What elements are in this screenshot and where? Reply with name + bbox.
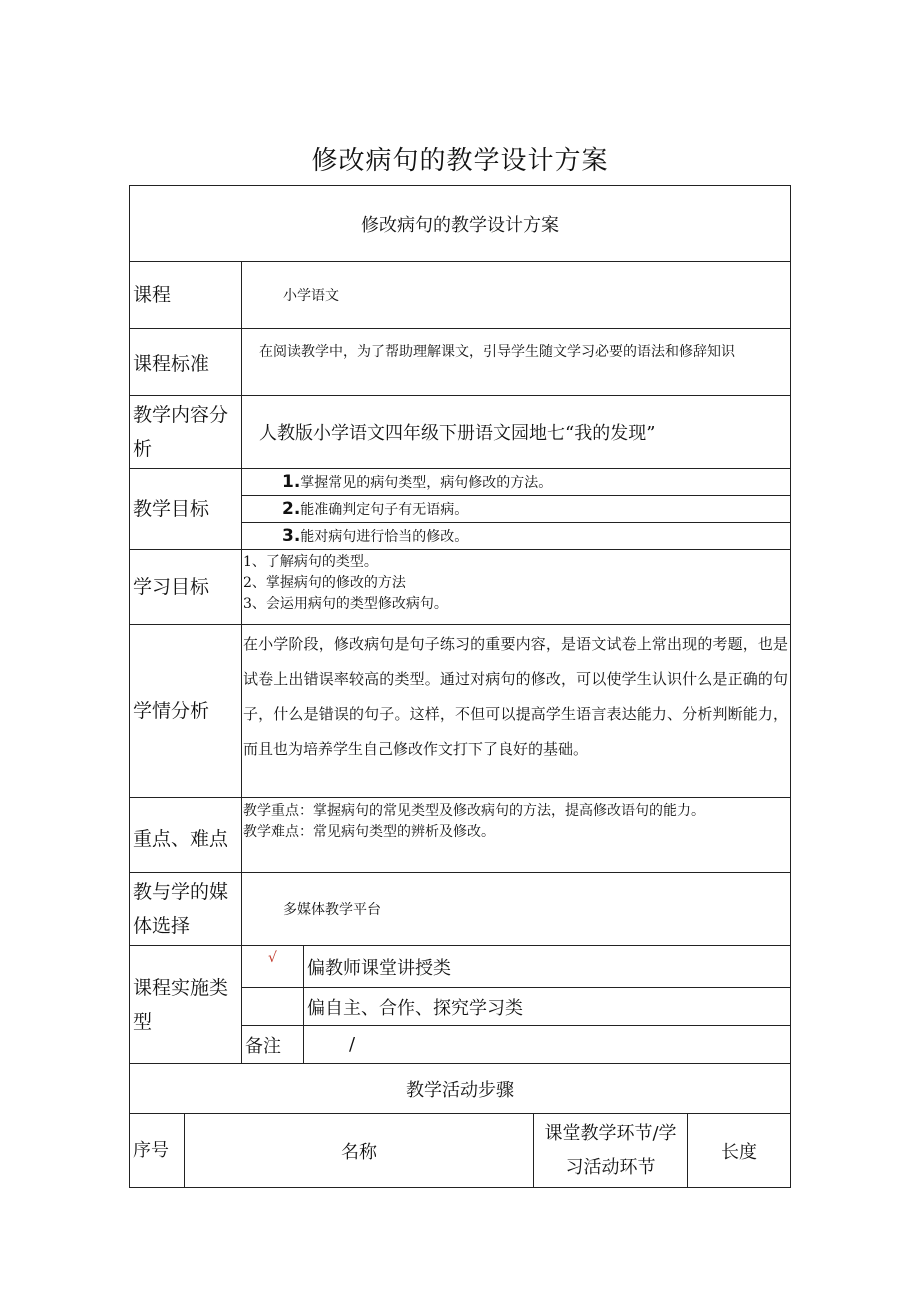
course-row (130, 262, 791, 329)
content-value: 人教版小学语文四年级下册语文园地七“我的发现” (242, 396, 791, 469)
key-content (242, 798, 791, 873)
learning-item: 2、掌握病句的修改的方法 (243, 575, 406, 591)
key-difficulty: 教学难点：常见病句类型的辨析及修改。 (243, 824, 495, 840)
learning-items (242, 550, 791, 625)
check-box (242, 988, 304, 1026)
table-header-row (130, 186, 791, 262)
learning-item: 3、会运用病句的类型修改病句。 (243, 596, 448, 612)
page-title: 修改病句的教学设计方案 (311, 146, 609, 176)
col-index: 序号 (130, 1114, 185, 1188)
course-label: 课程 (130, 262, 242, 329)
media-label: 教与学的媒体选择 (130, 873, 242, 946)
goal-item: 3.能对病句进行恰当的修改。 (242, 523, 791, 550)
note-label: 备注 (242, 1026, 304, 1064)
learning-row (130, 550, 791, 625)
check-mark: √ (242, 946, 304, 988)
key-point: 教学重点：掌握病句的常见类型及修改病句的方法，提高修改语句的能力。 (243, 803, 705, 819)
analysis-label: 学情分析 (130, 625, 242, 798)
goals-label: 教学目标 (130, 469, 242, 550)
media-value: 多媒体教学平台 (242, 873, 791, 946)
key-label: 重点、难点 (130, 798, 242, 873)
key-row (130, 798, 791, 873)
standard-row (130, 329, 791, 396)
type-row-1 (130, 946, 791, 988)
col-stage: 课堂教学环节/学习活动环节 (534, 1114, 688, 1188)
learning-label: 学习目标 (130, 550, 242, 625)
goal-item: 1.掌握常见的病句类型，病句修改的方法。 (242, 469, 791, 496)
goal-item: 2.能准确判定句子有无语病。 (242, 496, 791, 523)
steps-title: 教学活动步骤 (130, 1064, 791, 1114)
analysis-text: 在小学阶段，修改病句是句子练习的重要内容，是语文试卷上常出现的考题，也是试卷上出错误率较高的类型。通过对病句的修改，可以使学生认识什么是正确的句子，什么是错误的句子。这样，不但可以提高学生语言表达能力、分析判断能力，而且也为培养学生自己修改作文打下了良好的基础。 (242, 625, 791, 798)
steps-title-row (130, 1064, 791, 1114)
lesson-plan-table (129, 185, 791, 1188)
note-value: / (304, 1026, 791, 1064)
type-option: 偏教师课堂讲授类 (304, 946, 791, 988)
standard-label: 课程标准 (130, 329, 242, 396)
steps-header-row (130, 1114, 791, 1188)
table-header: 修改病句的教学设计方案 (130, 186, 791, 262)
learning-item: 1、了解病句的类型。 (243, 554, 378, 570)
standard-value: 在阅读教学中，为了帮助理解课文，引导学生随文学习必要的语法和修辞知识 (242, 329, 791, 396)
col-length: 长度 (688, 1114, 791, 1188)
content-row (130, 396, 791, 469)
type-option: 偏自主、合作、探究学习类 (304, 988, 791, 1026)
content-label: 教学内容分析 (130, 396, 242, 469)
media-row (130, 873, 791, 946)
type-label: 课程实施类型 (130, 946, 242, 1064)
col-name: 名称 (185, 1114, 534, 1188)
course-value: 小学语文 (242, 262, 791, 329)
goal-row-1 (130, 469, 791, 496)
analysis-row (130, 625, 791, 798)
